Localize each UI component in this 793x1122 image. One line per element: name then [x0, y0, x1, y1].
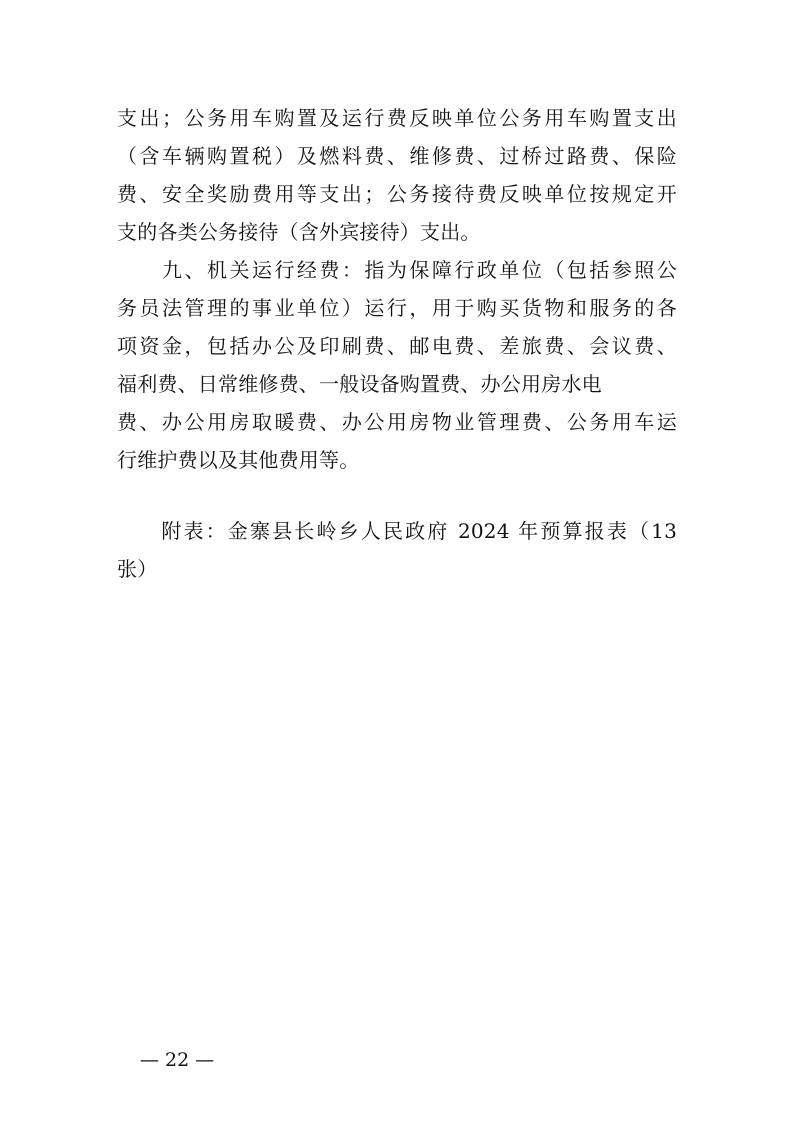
- text-line: 支出；公务用车购置及运行费反映单位公务用车购置支出: [117, 106, 677, 130]
- text-line: 附表：金寨县长岭乡人民政府 2024 年预算报表（13: [117, 519, 677, 543]
- paragraph-attachment: [117, 512, 677, 588]
- text-line: 费、办公用房取暖费、办公用房物业管理费、公务用车运: [117, 410, 677, 434]
- text-line: 张）: [117, 557, 158, 581]
- text-line: 费、安全奖励费用等支出；公务接待费反映单位按规定开: [117, 182, 677, 206]
- text-line: 福利费、日常维修费、一般设备购置费、办公用房水电: [117, 372, 602, 396]
- text-line: 支的各类公务接待（含外宾接待）支出。: [117, 220, 481, 244]
- text-line: （含车辆购置税）及燃料费、维修费、过桥过路费、保险: [117, 144, 677, 168]
- text-line: 九、机关运行经费：指为保障行政单位（包括参照公: [117, 258, 677, 282]
- text-line: 行维护费以及其他费用等。: [117, 448, 360, 472]
- text-line: 务员法管理的事业单位）运行，用于购买货物和服务的各: [117, 296, 677, 320]
- paragraph-operating-expenses: [117, 251, 677, 479]
- paragraph-official-expenses: [117, 99, 677, 251]
- text-line: 项资金，包括办公及印刷费、邮电费、差旅费、会议费、: [117, 334, 677, 358]
- page-number: — 22 —: [140, 1049, 215, 1071]
